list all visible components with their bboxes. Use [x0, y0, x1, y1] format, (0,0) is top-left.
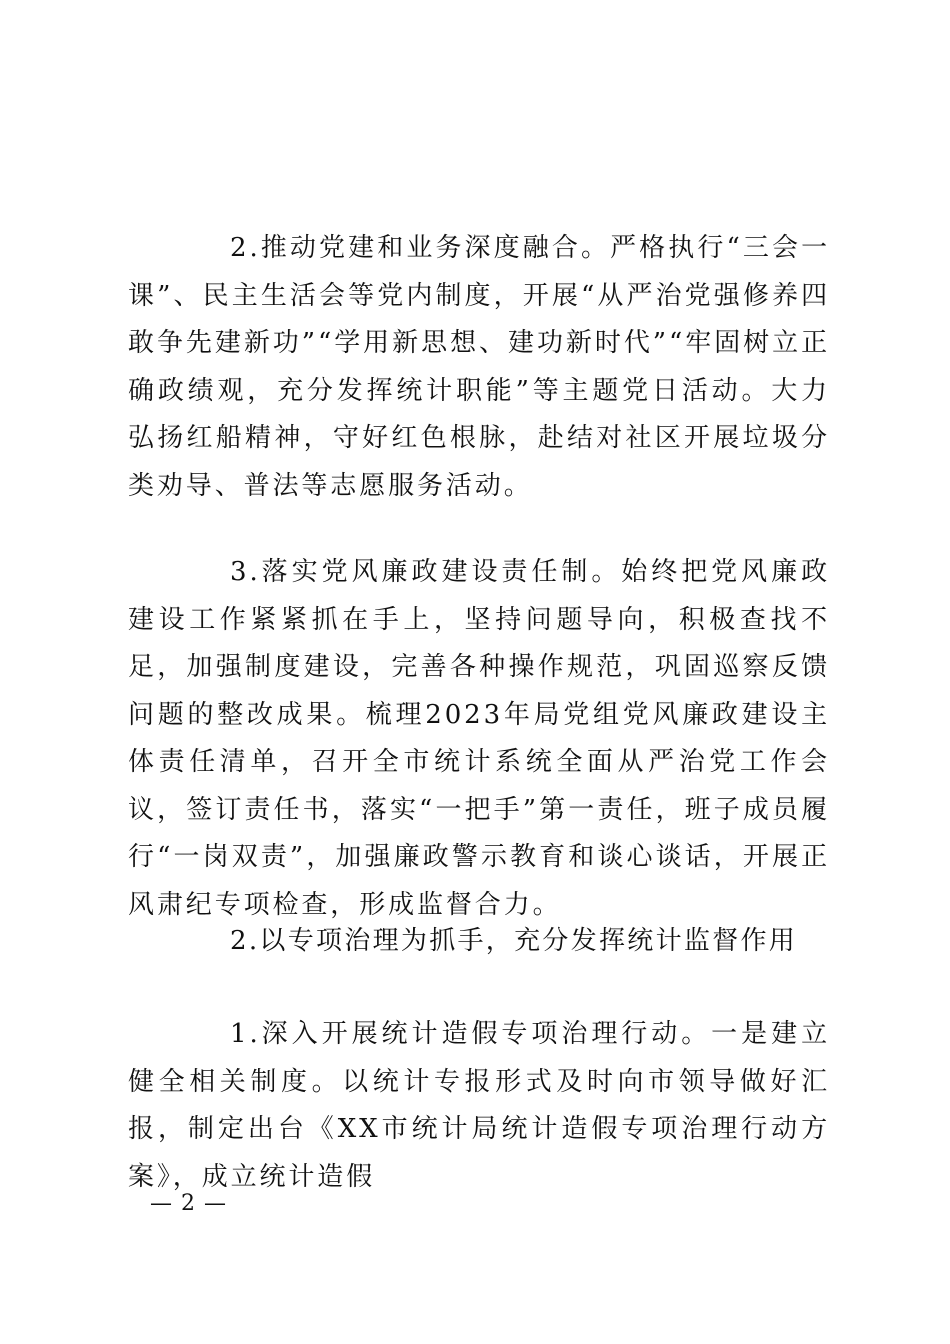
- paragraph-integrity-responsibility: 3.落实党风廉政建设责任制。始终把党风廉政建设工作紧紧抓在手上，坚持问题导向，积极查找不足，加强制度建设，完善各种操作规范，巩固巡察反馈问题的整改成果。梳理2023年局党组党风廉政建设主体责任清单，召开全市统计系统全面从严治党工作会议，签订责任书，落实“一把手”第一责任，班子成员履行“一岗双责”，加强廉政警示教育和谈心谈话，开展正风肃纪专项检查，形成监督合力。: [128, 557, 830, 920]
- paragraph-statistical-fraud-governance: 1.深入开展统计造假专项治理行动。一是建立健全相关制度。以统计专报形式及时向市领导做好汇报，制定出台《XX市统计局统计造假专项治理行动方案》，成立统计造假: [128, 1019, 830, 1192]
- page-number: — 2 —: [150, 1191, 227, 1216]
- paragraph-party-building-integration: 2.推动党建和业务深度融合。严格执行“三会一课”、民主生活会等党内制度，开展“从严治党强修养四敢争先建新功”“学用新思想、建功新时代”“牢固树立正确政绩观，充分发挥统计职能”等主题党日活动。大力弘扬红船精神，守好红色根脉，赴结对社区开展垃圾分类劝导、普法等志愿服务活动。: [128, 233, 830, 501]
- section-heading: 2.以专项治理为抓手，充分发挥统计监督作用: [230, 926, 798, 956]
